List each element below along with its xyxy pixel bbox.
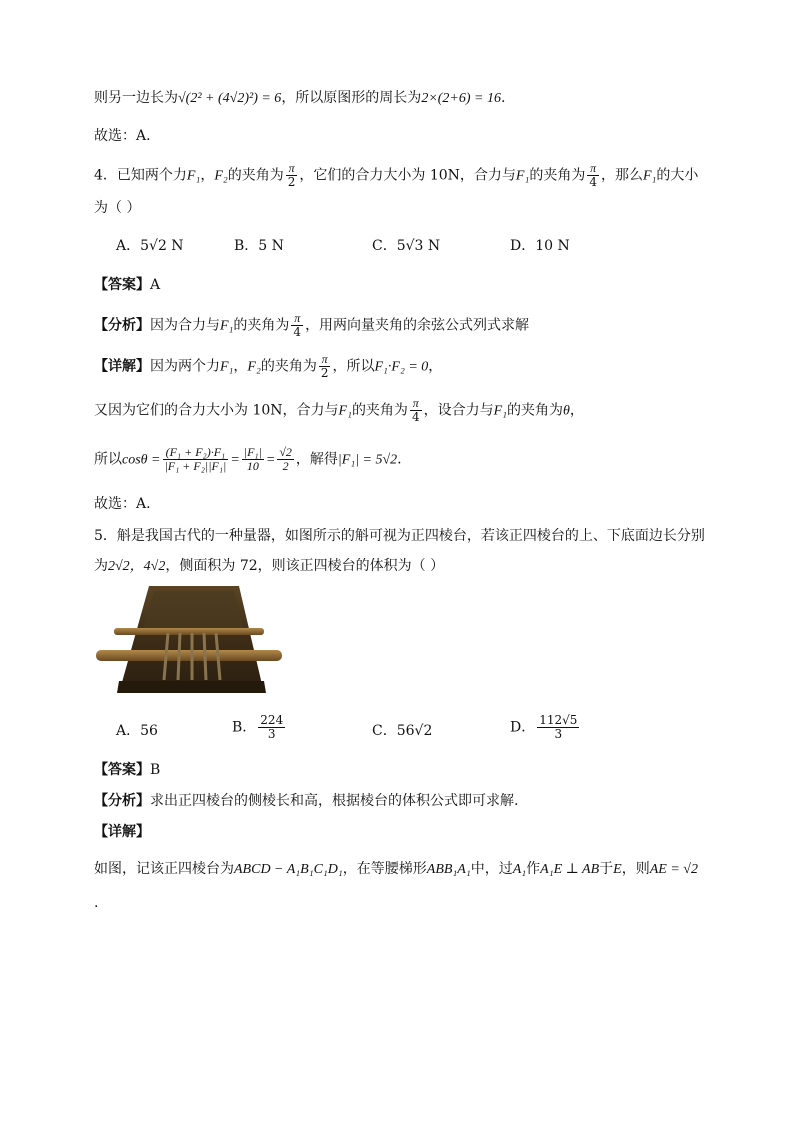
fraction-f1-10 (242, 446, 264, 473)
denominator: 4 (411, 410, 420, 424)
text: . (397, 451, 402, 468)
text: ， (200, 167, 215, 184)
q4-detail-line-2 (94, 397, 704, 424)
numerator: (F₁ + F₂)·F₁ (163, 446, 229, 460)
fraction-pi-4 (410, 397, 422, 424)
q4-option-a: A．5√2 N (116, 238, 184, 254)
text: 如图，记该正四棱台为 (94, 861, 234, 877)
text: 又因为它们的合力大小为 10N，合力与 (94, 402, 339, 419)
q5-option-a: A．56 (116, 723, 158, 739)
text: 的夹角为 (507, 402, 563, 419)
text: 4．已知两个力 (94, 167, 187, 184)
fraction-pi-2 (319, 353, 331, 380)
formula: 2×(2+6) = 16 (421, 91, 501, 106)
analysis-tag: 【分析】 (94, 317, 150, 334)
text: 的大小 (656, 167, 699, 184)
q5-option-b (232, 714, 287, 741)
text: . (500, 90, 506, 106)
text: ，所以 (332, 358, 375, 375)
vector-f1: F₁ (220, 318, 234, 334)
fraction-pi-4 (291, 312, 303, 339)
q5-detail-line-1 (94, 859, 704, 880)
text: 的夹角为 (233, 317, 290, 334)
fraction-pi-4 (587, 162, 599, 189)
text: ，它们的合力大小为 10N，合力与 (299, 167, 516, 184)
choose-line: 故选：A. (94, 128, 151, 144)
text: 则另一边长为 (94, 90, 178, 106)
formula: E (613, 862, 622, 877)
q4-detail-line-1 (94, 353, 704, 380)
formula: |F₁| = 5√2 (337, 452, 398, 468)
fraction-pi-2 (286, 162, 298, 189)
fraction-cos (163, 446, 229, 473)
q4-option-d: D．10 N (510, 238, 570, 254)
q5-detail-tag-line (94, 822, 704, 842)
option-label: D． (510, 719, 536, 736)
vector-f1: F₁ (186, 168, 201, 184)
q4-answer (94, 275, 704, 295)
q4-stem-line-1 (94, 162, 704, 189)
formula: A₁ (512, 862, 527, 877)
text: ，则 (621, 861, 650, 877)
formula: F₁·F₂ = 0 (374, 359, 429, 375)
text: ，所以原图形的周长为 (281, 90, 422, 106)
equals: = (265, 452, 276, 468)
denominator: 2 (320, 366, 329, 380)
q5-stem-line-1: 5．斛是我国古代的一种量器，如图所示的斛可视为正四棱台，若该正四棱台的上、下底面边长分别 (94, 528, 705, 544)
numerator: π (319, 353, 331, 367)
text: ， (428, 358, 443, 375)
formula: 2√2，4√2 (108, 559, 166, 574)
text: ，设合力与 (423, 402, 494, 419)
vector-f2: F₂ (214, 168, 228, 184)
q5-detail-period: . (94, 895, 99, 911)
denominator: |F₁ + F₂||F₁| (164, 459, 227, 473)
fraction-root2-2 (277, 446, 294, 473)
vector-f2: F₂ (247, 359, 261, 375)
denominator: 3 (554, 727, 563, 741)
text: 作 (526, 861, 541, 877)
solution-line-1 (94, 88, 704, 109)
text: ，侧面积为 72，则该正四棱台的体积为（ ） (165, 558, 445, 574)
text: 因为两个力 (150, 358, 220, 375)
text: ，在等腰梯形 (342, 861, 427, 877)
answer-value: B (150, 762, 161, 778)
q4-analysis (94, 312, 704, 339)
q5-option-d (510, 714, 581, 741)
formula: ABCD − A₁B₁C₁D₁ (234, 862, 343, 877)
denominator: 2 (287, 175, 296, 189)
formula: ABB₁A₁ (426, 862, 471, 877)
q4-option-b: B．5 N (234, 238, 284, 254)
text: 的夹角为 (260, 358, 317, 375)
theta: θ (563, 403, 570, 419)
denominator: 4 (293, 325, 302, 339)
text: 中，过 (470, 861, 513, 877)
text: 所以 (94, 451, 122, 468)
detail-tag: 【详解】 (94, 358, 150, 375)
equals: = (230, 452, 240, 468)
formula: cosθ = (122, 452, 161, 468)
analysis-tag: 【分析】 (94, 793, 150, 809)
numerator: π (410, 397, 422, 411)
numerator: π (587, 162, 599, 176)
q4-stem-line-2: 为（ ） (94, 200, 141, 216)
vector-f1: F₁ (220, 359, 234, 375)
text: ，解得 (295, 451, 338, 468)
denominator: 3 (267, 727, 276, 741)
text: 因为合力与 (150, 317, 220, 334)
text: 为 (94, 558, 108, 574)
formula: AE = √2 (649, 862, 698, 877)
numerator: 112√5 (539, 713, 578, 727)
text: 求出正四棱台的侧棱长和高，根据棱台的体积公式即可求解. (150, 793, 519, 809)
q5-option-c: C．56√2 (372, 723, 433, 739)
text: 于 (599, 861, 614, 877)
formula: A₁E ⊥ AB (540, 862, 600, 877)
q5-stem-line-2 (94, 556, 704, 577)
q5-answer (94, 760, 704, 780)
q5-analysis (94, 791, 704, 811)
answer-tag: 【答案】 (94, 277, 150, 293)
q4-option-c: C．5√3 N (372, 238, 441, 254)
vector-f1: F₁ (642, 168, 657, 184)
answer-tag: 【答案】 (94, 762, 150, 778)
denominator: 4 (589, 175, 597, 189)
detail-tag: 【详解】 (94, 824, 150, 840)
answer-value: A (150, 277, 161, 293)
q4-final: 故选：A. (94, 496, 151, 512)
text: ，用两向量夹角的余弦公式列式求解 (305, 317, 530, 334)
denominator: 2 (282, 459, 289, 473)
numerator: 224 (260, 713, 284, 727)
vector-f1: F₁ (493, 403, 507, 419)
option-label: B． (232, 719, 257, 736)
numerator: |F₁| (243, 445, 262, 459)
numerator: π (286, 162, 298, 176)
text: ， (233, 358, 248, 375)
q4-detail-line-3 (94, 446, 704, 473)
vector-f1: F₁ (338, 403, 352, 419)
fraction-224-3 (258, 714, 285, 741)
text: ， (569, 402, 584, 419)
text: 的夹角为 (227, 167, 284, 184)
text: ，那么 (600, 167, 643, 184)
numerator: π (291, 312, 303, 326)
text: 的夹角为 (351, 402, 408, 419)
text: 的夹角为 (529, 167, 586, 184)
hu-vessel-image (94, 583, 284, 700)
vector-f1: F₁ (515, 168, 530, 184)
formula: √(2² + (4√2)²) = 6 (178, 91, 282, 106)
numerator: √2 (279, 445, 292, 459)
denominator: 10 (246, 459, 259, 473)
fraction-112root5-3 (537, 714, 579, 741)
